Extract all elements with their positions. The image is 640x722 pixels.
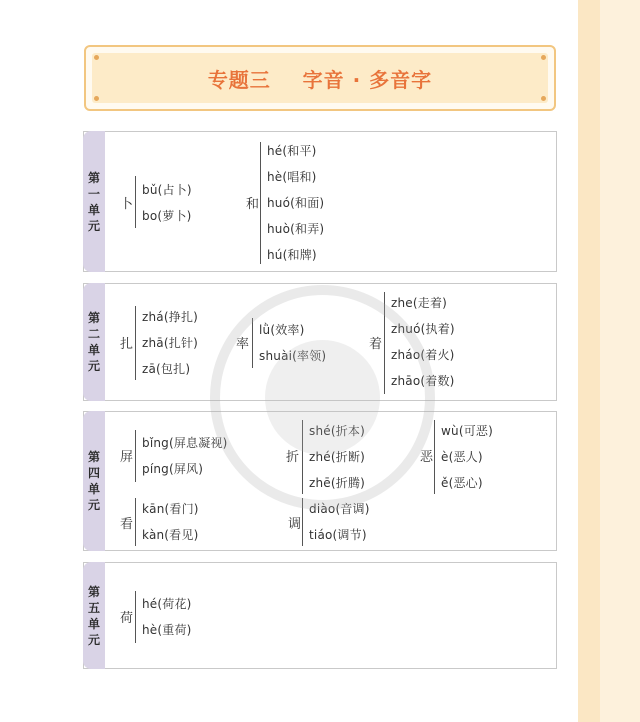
polyphone-char: 着 bbox=[369, 337, 383, 352]
unit-1-panel bbox=[83, 131, 557, 272]
polyphone-char: 卜 bbox=[120, 197, 134, 212]
reading-item: zhā(扎针) bbox=[142, 336, 199, 350]
reading-item: zhé(折断) bbox=[309, 450, 366, 464]
polyphone-char: 屏 bbox=[120, 450, 134, 465]
page-title: 专题三 字音 · 多音字 bbox=[207, 67, 433, 92]
polyphone-char: 荷 bbox=[120, 611, 134, 626]
reading-item: zā(包扎) bbox=[142, 362, 191, 376]
polyphone-char: 和 bbox=[246, 197, 260, 212]
reading-item: ě(恶心) bbox=[441, 476, 483, 490]
unit-1-tab bbox=[83, 131, 105, 272]
reading-group bbox=[302, 420, 366, 494]
reading-item: bo(萝卜) bbox=[142, 209, 192, 223]
reading-item: shé(折本) bbox=[309, 424, 366, 438]
reading-item: è(恶人) bbox=[441, 450, 483, 464]
polyphone-char: 看 bbox=[120, 517, 134, 532]
reading-item: kān(看门) bbox=[142, 502, 199, 516]
title-inner bbox=[92, 53, 548, 103]
reading-group bbox=[135, 430, 228, 482]
polyphone-char: 折 bbox=[286, 450, 300, 465]
unit-2-label: 第 二 单 元 bbox=[87, 311, 100, 373]
reading-group bbox=[434, 420, 493, 494]
unit-5-tab bbox=[83, 562, 105, 669]
unit-2-tab bbox=[83, 283, 105, 401]
reading-item: lǜ(效率) bbox=[259, 323, 305, 337]
reading-group bbox=[260, 142, 325, 264]
reading-group bbox=[135, 176, 192, 228]
reading-item: kàn(看见) bbox=[142, 528, 199, 542]
reading-item: píng(屏风) bbox=[142, 462, 204, 476]
reading-group bbox=[384, 292, 455, 394]
reading-item: zhē(折腾) bbox=[309, 476, 366, 490]
polyphone-char: 率 bbox=[236, 337, 250, 352]
reading-group bbox=[252, 318, 327, 368]
reading-item: shuài(率领) bbox=[259, 349, 327, 363]
reading-group bbox=[135, 498, 199, 546]
reading-item: hú(和牌) bbox=[267, 248, 317, 262]
reading-group bbox=[135, 591, 192, 643]
polyphone-char: 恶 bbox=[420, 450, 434, 465]
reading-item: huò(和弄) bbox=[267, 222, 325, 236]
corner-dot bbox=[94, 55, 99, 60]
section-title-banner bbox=[84, 45, 556, 111]
unit-4-tab bbox=[83, 411, 105, 551]
corner-dot bbox=[541, 55, 546, 60]
reading-item: wù(可恶) bbox=[441, 424, 493, 438]
unit-5-label: 第 五 单 元 bbox=[87, 584, 100, 647]
reading-item: hè(唱和) bbox=[267, 170, 317, 184]
reading-item: bǐng(屏息凝视) bbox=[142, 436, 228, 450]
reading-item: hè(重荷) bbox=[142, 623, 192, 637]
unit-5-panel bbox=[83, 562, 557, 669]
reading-group bbox=[302, 498, 370, 546]
reading-item: huó(和面) bbox=[267, 196, 325, 210]
unit-1-label: 第 一 单 元 bbox=[87, 170, 100, 233]
reading-item: tiáo(调节) bbox=[309, 528, 367, 542]
reading-item: zhuó(执着) bbox=[391, 322, 455, 336]
reading-item: zhāo(着数) bbox=[391, 374, 455, 388]
unit-2-panel bbox=[83, 283, 557, 401]
reading-item: diào(音调) bbox=[309, 502, 370, 516]
unit-4-label: 第 四 单 元 bbox=[87, 450, 100, 512]
polyphone-char: 扎 bbox=[120, 337, 134, 352]
corner-dot bbox=[94, 96, 99, 101]
reading-item: hé(和平) bbox=[267, 144, 317, 158]
reading-item: zháo(着火) bbox=[391, 348, 455, 362]
reading-item: hé(荷花) bbox=[142, 597, 192, 611]
reading-item: zhe(走着) bbox=[391, 296, 448, 310]
reading-group bbox=[135, 306, 199, 380]
page-edge-band bbox=[578, 0, 640, 722]
unit-4-panel bbox=[83, 411, 557, 551]
polyphone-char: 调 bbox=[288, 517, 302, 532]
corner-dot bbox=[541, 96, 546, 101]
reading-item: bǔ(占卜) bbox=[142, 183, 192, 197]
reading-item: zhá(挣扎) bbox=[142, 310, 199, 324]
